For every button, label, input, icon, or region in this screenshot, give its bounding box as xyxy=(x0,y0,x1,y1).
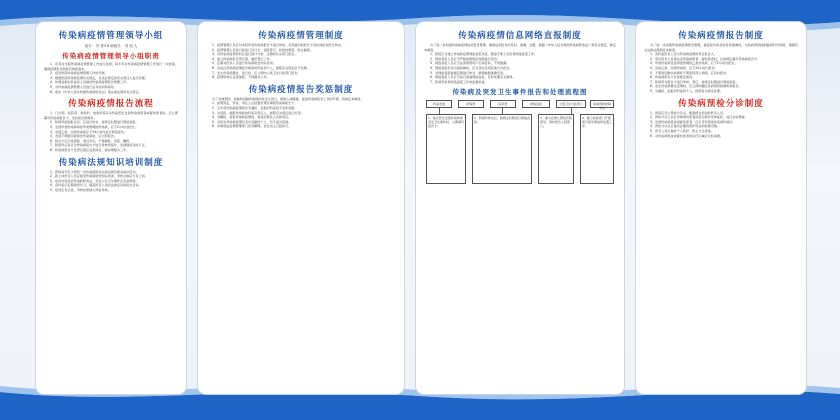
net-list xyxy=(424,43,616,84)
list-item: 8．疫情资料应妥善保管，不得擅自公布。 xyxy=(212,75,270,80)
flow-box: 1．接诊医生发现传染病或突发卫生事件时，立即填写报告卡。 xyxy=(426,114,466,184)
list-item: 4．预检分诊点应备有必要的防护用品和消毒设施。 xyxy=(650,124,721,129)
list-item: 6．落实《中华人民共和国传染病防治法》等法律法规的有关规定。 xyxy=(50,89,142,94)
list-item: 4．网络直报系统出现故障时，应当及时采用其他方式报告。 xyxy=(430,65,513,70)
report-title: 传染病疫情报告制度 xyxy=(678,31,764,41)
list-item: 2．疫情管理人员每日检查门诊日志、住院登记、检验结果等，防止漏报。 xyxy=(212,47,313,52)
list-item: 2．新上岗医务人员应接受传染病防治知识培训，考核合格后方可上岗。 xyxy=(50,174,148,179)
panel-network-report xyxy=(416,22,624,394)
list-item: 4．对瞒报、谎报传染病疫情的，将追究相关人员的责任。 xyxy=(212,115,292,120)
flow-box: 防保科 xyxy=(458,100,484,108)
list-item: 2．指导医院传染病疫情管理工作的开展。 xyxy=(50,71,108,76)
list-item: 2．网络直报人员应当严格按照规定时限进行报告。 xyxy=(430,56,501,61)
emergency-title: 传染病及突发卫生事件报告和处理流程图 xyxy=(452,88,588,97)
triage-title: 传染病预检分诊制度 xyxy=(678,98,764,109)
duty-list xyxy=(44,62,178,94)
list-item: 3．对传染病疫情资料应进行统计分析，定期向有关部门报告。 xyxy=(212,52,298,57)
list-item: 8．传染病报告卡及登记簿应妥善保存，保存期限为三年。 xyxy=(50,147,130,152)
list-item: 3．培训内容包括传染病防治法、突发公共卫生事件应急条例等。 xyxy=(50,178,139,183)
list-item: 6．本制度由疫情管理部门负责解释，自发布之日起执行。 xyxy=(212,124,292,129)
list-item: 5．医务人员应做好个人防护，防止交叉感染。 xyxy=(650,128,714,133)
list-item: 6．报告卡应字迹清楚、项目齐全，不得漏报、迟报、瞒报。 xyxy=(50,138,133,143)
flow-box: 2．防保科核实后，按规定时限进行网络直报。 xyxy=(472,114,532,184)
list-item: 2．责任报告人发现法定传染病患者、疑似患者时，应按规定填写传染病报告卡。 xyxy=(650,56,761,61)
group-title: 传染病疫情管理领导小组 xyxy=(58,31,164,41)
list-item: 5．对报告传染病疫情有突出贡献的个人，给予适当奖励。 xyxy=(212,119,292,124)
duty-title: 传染病疫情管理领导小组职责 xyxy=(62,52,160,60)
list-item: 3．发现传染病患者或疑似患者，应引导至感染性疾病科就诊。 xyxy=(650,119,736,124)
list-item: 1．门诊部、住院部、检验科、放射科等有关科室医生发现传染病患者或疑似患者时，应立即填写传染病报告卡，及时报告防保科。 xyxy=(44,111,178,120)
list-item: 1．各科室医务人员为传染病疫情的责任报告人。 xyxy=(650,52,717,57)
list-item: 7．防保科对报告卡进行审核、登记，按规定时限进行网络直报。 xyxy=(650,79,739,84)
reward-title: 传染病疫情报告奖惩制度 xyxy=(248,84,354,95)
list-item: 4．协调各相关科室和人员做好传染病疫情报告管理工作。 xyxy=(50,80,130,85)
list-item: 为了进一步加强传染病疫情信息报告管理，确保信息报告的及时、准确、完整，根据《中华人民共和国传染病防治法》等有关规定，制定本制度。 xyxy=(424,43,616,52)
list-item: 3．根据医院传染病疫情有关规定，对违反规定的有关责任人进行处理。 xyxy=(50,75,148,80)
list-item: 3．对迟报、漏报传染病的科室及责任人，按照有关规定进行处罚。 xyxy=(212,110,304,115)
list-item: 7．防保科应每日对传染病报告卡进行审核和统计，发现错误及时订正。 xyxy=(50,143,148,148)
list-item: 1．按照规定，科室、责任人应按要求规范填报传染病报告卡。 xyxy=(212,101,298,106)
list-item: 4．其他乙类、丙类传染病，应于24小时内报告。 xyxy=(650,65,718,70)
list-item: 2．全年度传染病疫情报告无漏报、迟报的科室给予表彰奖励。 xyxy=(212,105,298,110)
flow-box: 4．配合疾控部门开展流行病学调查和处置工作。 xyxy=(580,114,614,184)
list-item: 4．建立传染病报告登记簿，做好登记工作。 xyxy=(212,56,273,61)
flow-box: 院领导 xyxy=(490,100,516,108)
list-item: 5．对网络直报数据定期进行核对，确保数据准确无误。 xyxy=(430,70,507,75)
list-item: 3．甲类传染病及按甲类管理的乙类传染病，应于2小时内报告。 xyxy=(650,61,738,66)
list-item: 3．发现甲类传染病和按甲类管理的传染病，应于2小时内报告。 xyxy=(50,124,138,129)
report-list xyxy=(644,43,798,94)
triage-list xyxy=(644,111,798,139)
list-item: 5．不明原因肺炎病例和不明原因死亡病例，应及时报告。 xyxy=(650,70,730,75)
flow-box: 科室发现 xyxy=(426,100,452,108)
list-item: 3．网络直报人员应当妥善保管用户名和密码，不得泄露。 xyxy=(430,61,510,66)
list-item: 8．发生传染病暴发疫情时，应立即向辖区疾病预防控制机构报告。 xyxy=(650,84,742,89)
panel-management xyxy=(198,22,404,394)
list-item: 1．疫情管理人员应对本院所有传染病报告卡进行审核，对有疑问的报告卡及时向报告医生核实。 xyxy=(212,43,344,47)
list-item: 9．对漏报、迟报的科室和个人，按照有关规定处理。 xyxy=(650,88,724,93)
mgmt-title: 传染病疫情管理制度 xyxy=(258,31,344,41)
list-item: 7．发生传染病暴发、流行时，应立即向上级卫生行政部门报告。 xyxy=(212,70,301,75)
reward-list xyxy=(206,97,396,129)
list-item: 为了进一步加强传染病疫情报告管理，提高报告的及时性和准确性，为疾病预防控制提供科学依据，根据有关法律法规制定本制度。 xyxy=(644,43,798,52)
net-title: 传染病疫情信息网络直报制度 xyxy=(458,31,582,41)
group-meta: 组长： 作 者3 8 副组长： 同 组 人 xyxy=(84,44,138,48)
list-item: 5．培训应有记录，考核结果纳入科室考核。 xyxy=(50,187,111,192)
list-item: 5．定期对医务人员进行传染病防治知识培训。 xyxy=(212,61,276,66)
flow-title: 传染病疫情报告流程 xyxy=(68,99,154,110)
panel-leadership xyxy=(36,22,186,394)
list-item: 5．对传染病疫情管理人员进行业务培训和指导。 xyxy=(50,84,117,89)
list-item: 5．发现不明原因或新发传染病时，应立即报告。 xyxy=(50,134,117,139)
flow-box: 疾病预防控制中心 xyxy=(590,100,614,108)
list-item: 4．发现乙类、丙类传染病应于24小时内进行网络报告。 xyxy=(50,129,128,134)
list-item: 6．对违反传染病疫情报告制度的科室和个人，按照有关规定给予处理。 xyxy=(212,65,310,70)
list-item: 为了有效预防、控制和消除传染病的发生与流行，保障人体健康，促进传染病报告工作的开展，特制定本制度。 xyxy=(212,96,364,101)
list-item: 1．医院应当建立传染病疫情网络直报系统，配备专职人员负责网络直报工作。 xyxy=(430,52,538,57)
mgmt-list xyxy=(206,43,396,80)
training-title: 传染病法规知识培训制度 xyxy=(58,157,164,168)
flow-box: 上级卫生行政部门 xyxy=(556,100,586,108)
panel-report-rules xyxy=(636,22,806,394)
flow-box: 3．重大疫情立即报告院领导，同时报告上级部门。 xyxy=(538,114,574,184)
list-item: 7．防保科负责网络直报工作的监督检查。 xyxy=(430,79,488,84)
list-item: 1．医院每年至少组织一次传染病防治法律法规及相关知识培训。 xyxy=(50,169,139,174)
flow-box: 网络直报 xyxy=(522,100,550,108)
list-item: 6．传染病报告卡应按规定保存。 xyxy=(650,75,696,80)
training-list xyxy=(44,170,178,193)
list-item: 6．网络直报人员应当每日查看网络信息，及时处理有关事项。 xyxy=(430,75,516,80)
list-item: 1．医院应设立预检分诊点，配备经过培训的医务人员。 xyxy=(650,110,727,115)
emergency-flowchart xyxy=(424,98,616,194)
list-item: 2．预检分诊人员应详细询问患者的流行病学史和症状，进行初步筛查。 xyxy=(650,115,748,120)
list-item: 1．负责对全院传染病疫情管理工作进行监督，每半年对传染病疫情管理工作进行一次检查，确保疫情报告制度有效的落实。 xyxy=(44,62,178,71)
flow-list xyxy=(44,111,178,152)
list-item: 4．各科室应定期组织学习，提高医务人员的法律意识和报告意识。 xyxy=(50,183,142,188)
list-item: 2．防保科接到报告后，应进行核实，按规定时限进行网络直报。 xyxy=(50,120,139,125)
list-item: 6．对传染病患者或疑似患者的诊疗区域应及时消毒。 xyxy=(650,133,724,138)
